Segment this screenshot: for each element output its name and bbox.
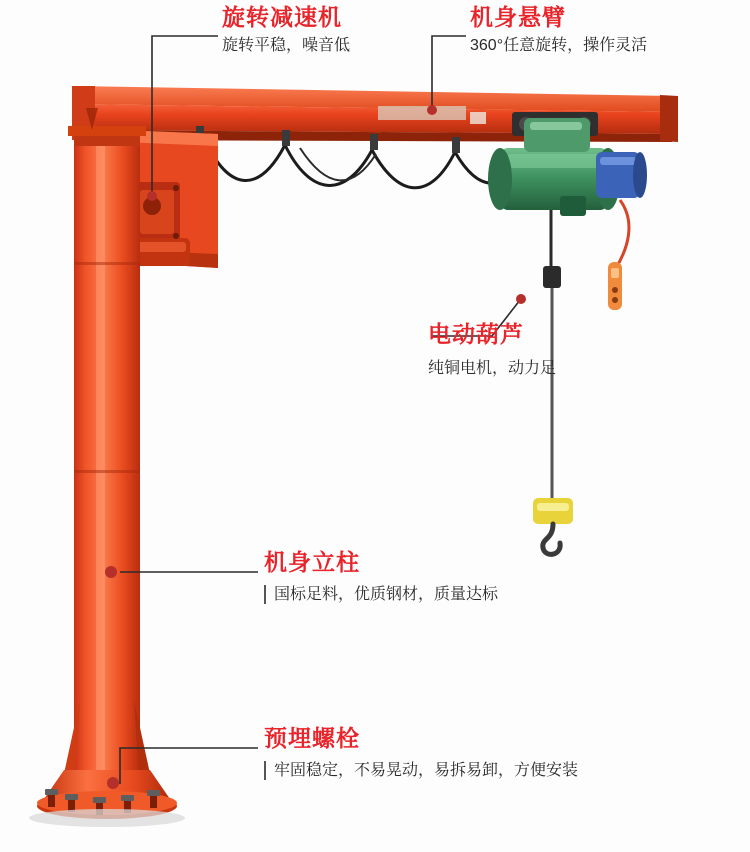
callout-electric-hoist: [428, 322, 556, 378]
callout-desc-boom-arm: 360°任意旋转，操作灵活: [470, 37, 648, 55]
callout-desc-anchor-bolts: 牢固稳定，不易晃动，易拆易卸，方便安装: [264, 761, 578, 780]
callout-boom-arm: [470, 5, 647, 55]
pendant-control: [608, 200, 629, 310]
callout-desc-column: 国标足料，优质钢材，质量达标: [264, 585, 498, 604]
hoist-rope-and-hook: [533, 210, 573, 554]
callout-column: [264, 550, 498, 604]
callout-desc-electric-hoist: 纯铜电机，动力足: [428, 360, 557, 378]
callout-title-electric-hoist: 电动葫芦: [428, 321, 524, 347]
callout-rotary-reducer: [222, 5, 350, 55]
callout-title-boom-arm: 机身悬臂: [470, 4, 566, 30]
column-mast: [68, 108, 146, 792]
callout-title-anchor-bolts: 预埋螺栓: [264, 725, 360, 751]
callout-title-column: 机身立柱: [264, 549, 360, 575]
callout-anchor-bolts: [264, 726, 578, 780]
callout-desc-rotary-reducer: 旋转平稳，噪音低: [222, 37, 351, 55]
callout-title-rotary-reducer: 旋转减速机: [222, 4, 342, 30]
